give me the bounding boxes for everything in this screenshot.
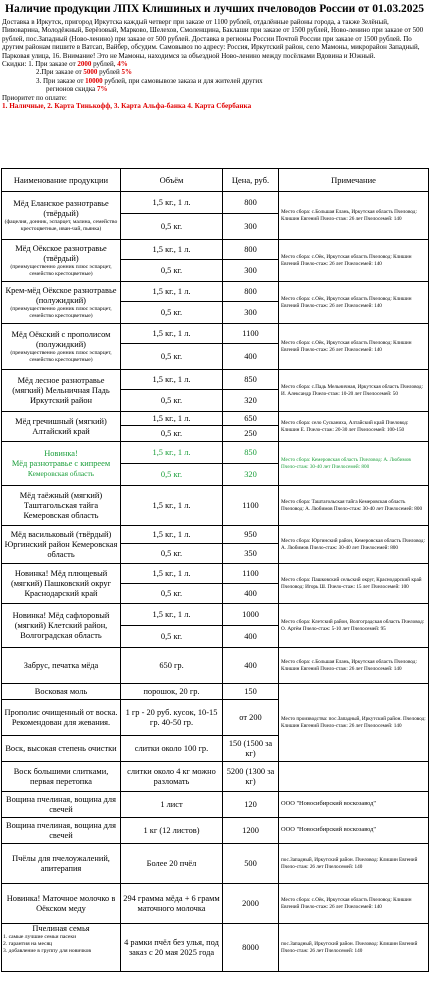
price-cell: 950 (223, 526, 279, 544)
col-header-price: Цена, руб. (223, 169, 279, 192)
volume-cell: 1,5 кг., 1 л. (121, 442, 223, 464)
volume-cell: 0,5 кг. (121, 390, 223, 412)
note-cell: Место сбора: Пашковский сельский округ, Краснодарский край Пчеловод: Игорь Ш. Пчело-стаж: 15 лет Пчелосемей: 100 (279, 564, 429, 604)
price-cell: 5200 (1300 за кг) (223, 762, 279, 792)
discount-line-1: Скидки: 1. При заказе от 2000 рублей, 4% (2, 60, 128, 69)
table-row (2, 282, 429, 302)
volume-cell: 0,5 кг. (121, 464, 223, 486)
price-cell: 300 (223, 214, 279, 240)
page-title: Наличие продукции ЛПХ Клишиных и лучших пчеловодов России от 01.03.2025 (5, 3, 424, 15)
product-name: Воск, высокая степень очистки (2, 736, 121, 762)
product-name: Мёд Оёкское разнотравье (твёрдый) (преимущественно донник плюс эспарцет, семейство крестоцветные) (2, 240, 121, 282)
volume-cell: 1,5 кг., 1 л. (121, 240, 223, 260)
price-cell: 800 (223, 282, 279, 302)
volume-cell: 1,5 кг., 1 л. (121, 526, 223, 544)
product-name: Пчелиная семья 1. самые лучшие семьи пасеки 2. гарантия на месяц 3. добавление в группу для новичков (2, 924, 121, 972)
note-cell: Место сбора: с.Оёк, Иркутская область Пчеловод: Клишин Евгений Пчело-стаж: 26 лет Пчелосемей: 140 (279, 240, 429, 282)
volume-cell: 1,5 кг., 1 л. (121, 564, 223, 584)
table-row (2, 648, 429, 684)
note-cell: Место сбора: Кемеровская область Пчеловод: А. Любимов Пчело-стаж: 30-40 лет Пчелосемей: 800 (279, 442, 429, 486)
price-cell: от 200 (223, 700, 279, 736)
volume-cell: порошок, 20 гр. (121, 684, 223, 700)
volume-cell: 1,5 кг., 1 л. (121, 604, 223, 626)
product-name: Пчёлы для пчелоужалений, апитерапия (2, 844, 121, 884)
table-row (2, 884, 429, 924)
price-cell: 400 (223, 584, 279, 604)
table-row (2, 762, 429, 792)
price-cell: 650 (223, 412, 279, 426)
col-header-note: Примечание (279, 169, 429, 192)
table-header-row (2, 169, 429, 192)
note-cell: Место сбора: с.Оёк, Иркутская область Пчеловод: Клишин Евгений Пчело-стаж: 26 лет Пчелосемей: 140 (279, 282, 429, 324)
price-cell: 150 (1500 за кг) (223, 736, 279, 762)
volume-cell: 0,5 кг. (121, 260, 223, 282)
volume-cell: 1,5 кг., 1 л. (121, 412, 223, 426)
price-cell: 1100 (223, 324, 279, 344)
product-name: Новинка! Мёд разнотравье с кипреем Кемеровская область (2, 442, 121, 486)
price-cell: 1000 (223, 604, 279, 626)
note-cell (279, 762, 429, 792)
intro-block (0, 16, 429, 110)
volume-cell: 1,5 кг., 1 л. (121, 324, 223, 344)
price-cell: 1100 (223, 564, 279, 584)
table-row (2, 564, 429, 584)
product-name: Крем-мёд Оёкское разнотравье (полужидкий) (преимущественно донник плюс эспарцет, семейство крестоцветные) (2, 282, 121, 324)
note-cell: Место сбора: с.Большая Елань, Иркутская область Пчеловод: Клишин Евгений Пчело-стаж: 26 лет Пчелосемей: 140 (279, 192, 429, 240)
product-name: Вощина пчелиная, вощина для свечей (2, 792, 121, 818)
note-cell: Место сбора: с.Оёк, Иркутская область Пчеловод: Клишин Евгений Пчело-стаж: 26 лет Пчелосемей: 140 (279, 884, 429, 924)
price-cell: 320 (223, 390, 279, 412)
volume-cell: 0,5 кг. (121, 544, 223, 564)
col-header-name: Наименование продукции (2, 169, 121, 192)
product-name: Мёд Еланское разнотравье (твёрдый) (фацелия, донник, эспарцет, малина, семейство крестоцветные, иван-чай, пьянка) (2, 192, 121, 240)
product-name: Мёд Оёкский с прополисом (полужидкий) (преимущественно донник плюс эспарцет, семейство крестоцветные) (2, 324, 121, 370)
price-cell: 8000 (223, 924, 279, 972)
volume-cell: 1,5 кг., 1 л. (121, 192, 223, 214)
note-cell: Место сбора: Юргинский район, Кемеровская область Пчеловод: А. Любимов Пчело-стаж: 30-40 лет Пчелосемей: 800 (279, 526, 429, 564)
volume-cell: 1,5 кг., 1 л. (121, 486, 223, 526)
product-name: Новинка! Мёд плющевый (мягкий) Пашковский округ Краснодарский край (2, 564, 121, 604)
table-row (2, 526, 429, 544)
note-cell: Место сбора: Таштагольская тайга Кемеровская область Пчеловод: А. Любимов Пчело-стаж: 30-40 лет Пчелосемей: 800 (279, 486, 429, 526)
table-row (2, 924, 429, 972)
price-cell: 400 (223, 626, 279, 648)
volume-cell: 294 грамма мёда + 6 грамм маточного молочка (121, 884, 223, 924)
note-cell: Место сбора: Клетский район, Волгоградская область Пчеловод: О. Артём Пчело-стаж: 5-10 лет Пчелосемей: 95 (279, 604, 429, 648)
note-cell: Место сбора: село Сусканиха, Алтайский край Пчеловод: Клишин Е. Пчело-стаж: 20-30 лет Пчелосемей: 100-150 (279, 412, 429, 442)
product-name: Мёд таёжный (мягкий) Таштагольская тайга Кемеровская область (2, 486, 121, 526)
table-row (2, 442, 429, 464)
volume-cell: 1,5 кг., 1 л. (121, 370, 223, 390)
product-name: Новинка! Мёд сафлоровый (мягкий) Клетский район, Волгоградская область (2, 604, 121, 648)
product-name: Восковая моль (2, 684, 121, 700)
note-cell: ООО "Новосибирский воскозавод" (279, 792, 429, 818)
volume-cell: 650 гр. (121, 648, 223, 684)
payment-priority-label: Приоритет по оплате: (2, 93, 67, 102)
price-cell: 500 (223, 844, 279, 884)
price-table (1, 168, 429, 972)
product-name: Воск большими слитками, первая перетопка (2, 762, 121, 792)
volume-cell: 1 лист (121, 792, 223, 818)
discount-line-2: 2.При заказе от 5000 рублей 5% (36, 68, 132, 77)
table-row (2, 370, 429, 390)
discount-line-3: 3. При заказе от 10000 рублей, при самовывозе заказа и для жителей других (36, 76, 263, 85)
price-cell: 300 (223, 302, 279, 324)
product-name: Вощина пчелиная, вощина для свечей (2, 818, 121, 844)
price-cell: 2000 (223, 884, 279, 924)
price-cell: 850 (223, 370, 279, 390)
table-row (2, 684, 429, 700)
volume-cell: 1 кг (12 листов) (121, 818, 223, 844)
note-cell: пос.Западный, Иркутский район. Пчеловод: Клишин Евгений Пчело-стаж: 26 лет Пчелосемей: 140 (279, 844, 429, 884)
table-row (2, 412, 429, 426)
table-row (2, 844, 429, 884)
price-cell: 800 (223, 192, 279, 214)
volume-cell: 0,5 кг. (121, 214, 223, 240)
delivery-info: Доставка в Иркутск, пригород Иркутска каждый четверг при заказе от 1100 рублей, отдалённые районы города, а также Зелёный, Пивоварина, Молодёжный, Берёзовый, Марково, Шелехов, Смоленщина, Баклаши при заказе от 1500 рублей, Ново-ленино при заказе от 500 рублей, пос.Западный (Ново-ленино) при заказе от 500 рублей. Доставка в регионы России Почтой России при заказе от 1500 рублей. По другим районам пишите в Ватсап, Вайбер, обсудим. Самовывоз по адресу: Россия, Иркутский район, село Мамоны, микрорайон Западный, Парковая улица, 16. Внимание! Это не Мамоны, находимся за объездной Ново-ленино между посёлками Вдовина и Южный. (2, 18, 424, 60)
price-cell: 1200 (223, 818, 279, 844)
table-row (2, 240, 429, 260)
product-name: Прополис очищенный от воска. Рекомендован для жевания. (2, 700, 121, 736)
table-row (2, 324, 429, 344)
product-name: Мёд гречишный (мягкий) Алтайский край (2, 412, 121, 442)
note-cell: ООО "Новосибирский воскозавод" (279, 818, 429, 844)
price-cell: 250 (223, 426, 279, 442)
price-cell: 800 (223, 240, 279, 260)
product-name: Мёд васильковый (твёрдый) Юргинский район Кемеровская область (2, 526, 121, 564)
volume-cell: 0,5 кг. (121, 626, 223, 648)
volume-cell: 0,5 кг. (121, 302, 223, 324)
product-name: Забрус, печатка мёда (2, 648, 121, 684)
col-header-volume: Объём (121, 169, 223, 192)
volume-cell: слитки около 4 кг можно разломать (121, 762, 223, 792)
price-cell: 120 (223, 792, 279, 818)
volume-cell: слитки около 100 гр. (121, 736, 223, 762)
volume-cell: 0,5 кг. (121, 426, 223, 442)
volume-cell: Более 20 пчёл (121, 844, 223, 884)
price-cell: 850 (223, 442, 279, 464)
product-name: Мёд лесное разнотравье (мягкий) Мельничная Падь Иркутский район (2, 370, 121, 412)
table-row (2, 792, 429, 818)
volume-cell: 0,5 кг. (121, 344, 223, 370)
payment-methods: 1. Наличные, 2. Карта Тинькофф, 3. Карта Альфа-банка 4. Карта Сбербанка (2, 102, 252, 111)
volume-cell: 1,5 кг., 1 л. (121, 282, 223, 302)
volume-cell: 1 гр - 20 руб. кусок, 10-15 гр. 40-50 гр. (121, 700, 223, 736)
price-cell: 350 (223, 544, 279, 564)
volume-cell: 4 рамки пчёл без улья, под заказ с 20 мая 2025 года (121, 924, 223, 972)
table-row (2, 486, 429, 526)
table-row (2, 192, 429, 214)
price-cell: 400 (223, 648, 279, 684)
note-cell: Место сбора: с.Оёк, Иркутская область Пчеловод: Клишин Евгений Пчело-стаж: 26 лет Пчелосемей: 140 (279, 324, 429, 370)
price-cell: 300 (223, 260, 279, 282)
discount-line-3b: регионов скидка 7% (46, 85, 108, 94)
volume-cell: 0,5 кг. (121, 584, 223, 604)
price-cell: 320 (223, 464, 279, 486)
price-cell: 150 (223, 684, 279, 700)
note-cell: Место производства: пос.Западный, Иркутский район. Пчеловод: Клишин Евгений Пчело-стаж: 26 лет Пчелосемей: 140 (279, 684, 429, 762)
price-cell: 400 (223, 344, 279, 370)
note-cell: Место сбора: с.Падь Мельничная, Иркутская область Пчеловод: И. Александр Пчело-стаж: 10-20 лет Пчелосемей: 50 (279, 370, 429, 412)
note-cell: пос.Западный, Иркутский район. Пчеловод: Клишин Евгений Пчело-стаж: 26 лет Пчелосемей: 140 (279, 924, 429, 972)
price-cell: 1100 (223, 486, 279, 526)
note-cell: Место сбора: с.Большая Елань, Иркутская область Пчеловод: Клишин Евгений Пчело-стаж: 26 лет Пчелосемей: 140 (279, 648, 429, 684)
table-row (2, 604, 429, 626)
table-row (2, 818, 429, 844)
product-name: Новинка! Маточное молочко в Оёкском меду (2, 884, 121, 924)
